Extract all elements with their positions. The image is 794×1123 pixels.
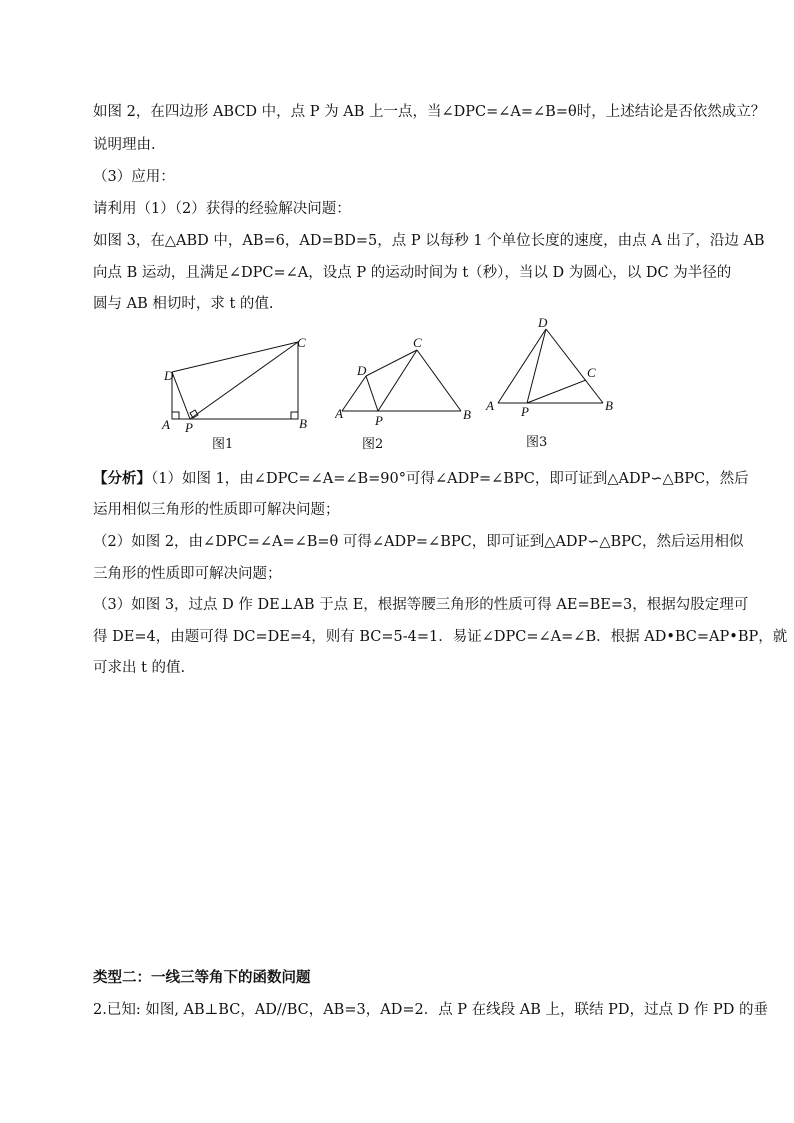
- problem-line-5: 如图 3，在△ABD 中，AB=6，AD=BD=5，点 P 以每秒 1 个单位长度的速度，由点 A 出了，沿边 AB: [93, 233, 765, 249]
- analysis-line-3: （2）如图 2，由∠DPC=∠A=∠B=θ 可得∠ADP=∠BPC，即可证到△ADP∽△BPC，然后运用相似: [93, 534, 744, 550]
- fig3-label-c: C: [587, 365, 596, 380]
- fig1-label-p: P: [185, 420, 193, 432]
- fig2-label-a: A: [335, 406, 343, 421]
- figure-2-diagram: [335, 335, 480, 425]
- fig1-label-a: A: [162, 417, 170, 432]
- fig3-label-a: A: [486, 398, 494, 413]
- analysis-line-1: [93, 467, 749, 488]
- problem-line-6: 向点 B 运动，且满足∠DPC=∠A，设点 P 的运动时间为 t（秒），当以 D 为圆心，以 DC 为半径的: [93, 265, 732, 281]
- figure-1-caption: 图1: [212, 437, 234, 452]
- fig3-label-d: D: [538, 315, 548, 330]
- problem-line-7: 圆与 AB 相切时，求 t 的值.: [93, 296, 274, 312]
- figure-3-diagram: [483, 315, 623, 420]
- analysis-text-1: （1）如图 1，由∠DPC=∠A=∠B=90°可得∠ADP=∠BPC，即可证到△ADP∽△BPC，然后: [151, 471, 749, 487]
- fig3-label-b: B: [605, 398, 613, 413]
- fig1-label-c: C: [297, 335, 306, 350]
- fig1-label-b: B: [299, 416, 307, 431]
- section-title: 类型二：一线三等角下的函数问题: [93, 969, 311, 986]
- problem-line-3: （3）应用：: [93, 169, 175, 185]
- problem-line-2: 说明理由.: [93, 137, 156, 153]
- figure-1-diagram: [160, 332, 310, 432]
- fig1-label-d: D: [164, 368, 174, 383]
- analysis-line-4: 三角形的性质即可解决问题；: [93, 566, 282, 582]
- question-2-text: 2.已知: 如图, AB⊥BC，AD//BC，AB=3，AD=2．点 P 在线段 AB 上，联结 PD，过点 D 作 PD 的垂: [93, 1002, 768, 1018]
- analysis-line-6: 得 DE=4，由题可得 DC=DE=4，则有 BC=5-4=1．易证∠DPC=∠A=∠B．根据 AD•BC=AP•BP，就: [93, 629, 788, 645]
- fig3-label-p: P: [521, 404, 529, 419]
- analysis-tag: 【分析】: [93, 470, 151, 487]
- problem-line-4: 请利用（1）（2）获得的经验解决问题：: [93, 201, 351, 217]
- analysis-line-7: 可求出 t 的值.: [93, 660, 186, 676]
- fig2-label-d: D: [357, 363, 367, 378]
- analysis-line-5: （3）如图 3，过点 D 作 DE⊥AB 于点 E，根据等腰三角形的性质可得 AE=BE=3，根据勾股定理可: [93, 597, 749, 613]
- fig2-label-p: P: [375, 413, 383, 425]
- figure-2-caption: 图2: [362, 437, 384, 452]
- figure-3-caption: 图3: [526, 435, 548, 450]
- fig2-label-b: B: [463, 407, 471, 422]
- problem-line-1: 如图 2，在四边形 ABCD 中，点 P 为 AB 上一点，当∠DPC=∠A=∠B=θ时，上述结论是否依然成立？: [93, 104, 766, 120]
- analysis-line-2: 运用相似三角形的性质即可解决问题；: [93, 502, 340, 518]
- fig2-label-c: C: [413, 335, 422, 350]
